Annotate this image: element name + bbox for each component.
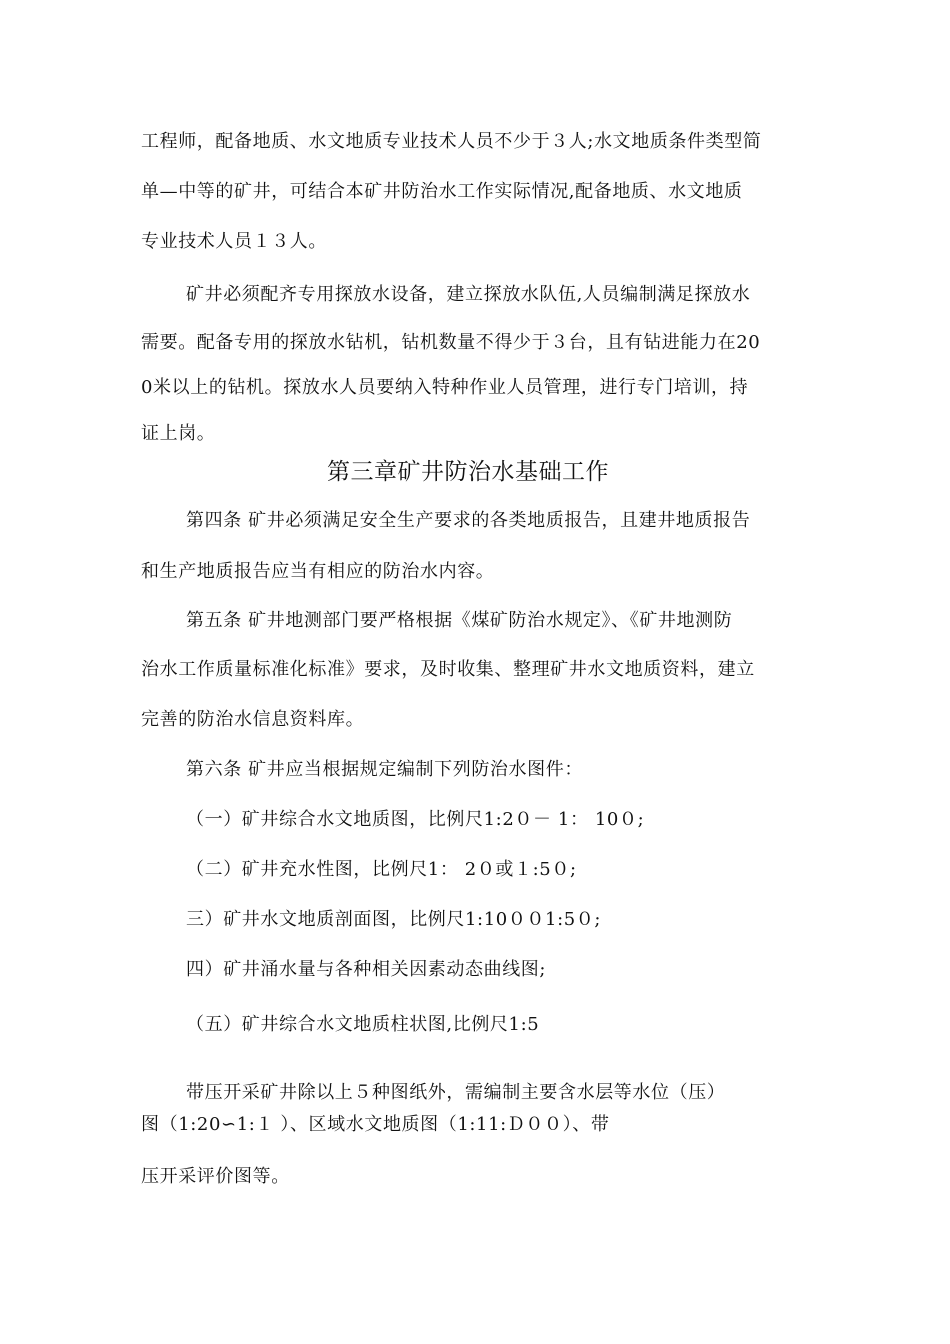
paragraph-1-line-1: 工程师，配备地质、水文地质专业技术人员不少于３人;水文地质条件类型简 xyxy=(141,131,762,152)
list-item: （五）矿井综合水文地质柱状图,比例尺1:5 xyxy=(186,1014,540,1035)
closing-line-2: 图（1:20∽1:１ ）、区域水文地质图（1:11:Ｄ００）、带 xyxy=(141,1114,610,1135)
article-4-line-1: 第四条 矿井必须满足安全生产要求的各类地质报告，且建井地质报告 xyxy=(186,510,751,531)
list-item: （二）矿井充水性图，比例尺1： 2０或１:5０; xyxy=(186,859,577,880)
paragraph-2-line-1: 矿井必须配齐专用探放水设备，建立探放水队伍,人员编制满足探放水 xyxy=(186,284,751,305)
paragraph-2-line-3: 0米以上的钻机。探放水人员要纳入特种作业人员管理，进行专门培训，持 xyxy=(141,377,749,398)
paragraph-2-line-2: 需要。配备专用的探放水钻机，钻机数量不得少于３台，且有钻进能力在20 xyxy=(141,332,761,353)
paragraph-1-line-2: 单—中等的矿井，可结合本矿井防治水工作实际情况,配备地质、水文地质 xyxy=(141,181,743,202)
list-item: 三）矿井水文地质剖面图，比例尺1:10００1:5０; xyxy=(186,909,602,930)
list-item: （一）矿井综合水文地质图，比例尺1:2０－ 1： 10０; xyxy=(186,809,645,830)
paragraph-1-line-3: 专业技术人员１３人。 xyxy=(141,231,327,252)
closing-line-3: 压开采评价图等。 xyxy=(141,1166,290,1187)
article-5-line-3: 完善的防治水信息资料库。 xyxy=(141,709,365,730)
paragraph-2-line-4: 证上岗。 xyxy=(141,423,216,444)
article-5-line-2: 治水工作质量标准化标准》要求，及时收集、整理矿井水文地质资料，建立 xyxy=(141,659,755,680)
closing-line-1: 带压开采矿井除以上５种图纸外，需编制主要含水层等水位（压） xyxy=(186,1082,726,1103)
article-5-line-1: 第五条 矿井地测部门要严格根据《煤矿防治水规定》、《矿井地测防 xyxy=(186,610,733,631)
article-6-heading: 第六条 矿井应当根据规定编制下列防治水图件： xyxy=(186,759,583,780)
chapter-title: 第三章矿井防治水基础工作 xyxy=(327,459,609,485)
list-item: 四）矿井涌水量与各种相关因素动态曲线图; xyxy=(186,959,547,980)
article-4-line-2: 和生产地质报告应当有相应的防治水内容。 xyxy=(141,561,495,582)
